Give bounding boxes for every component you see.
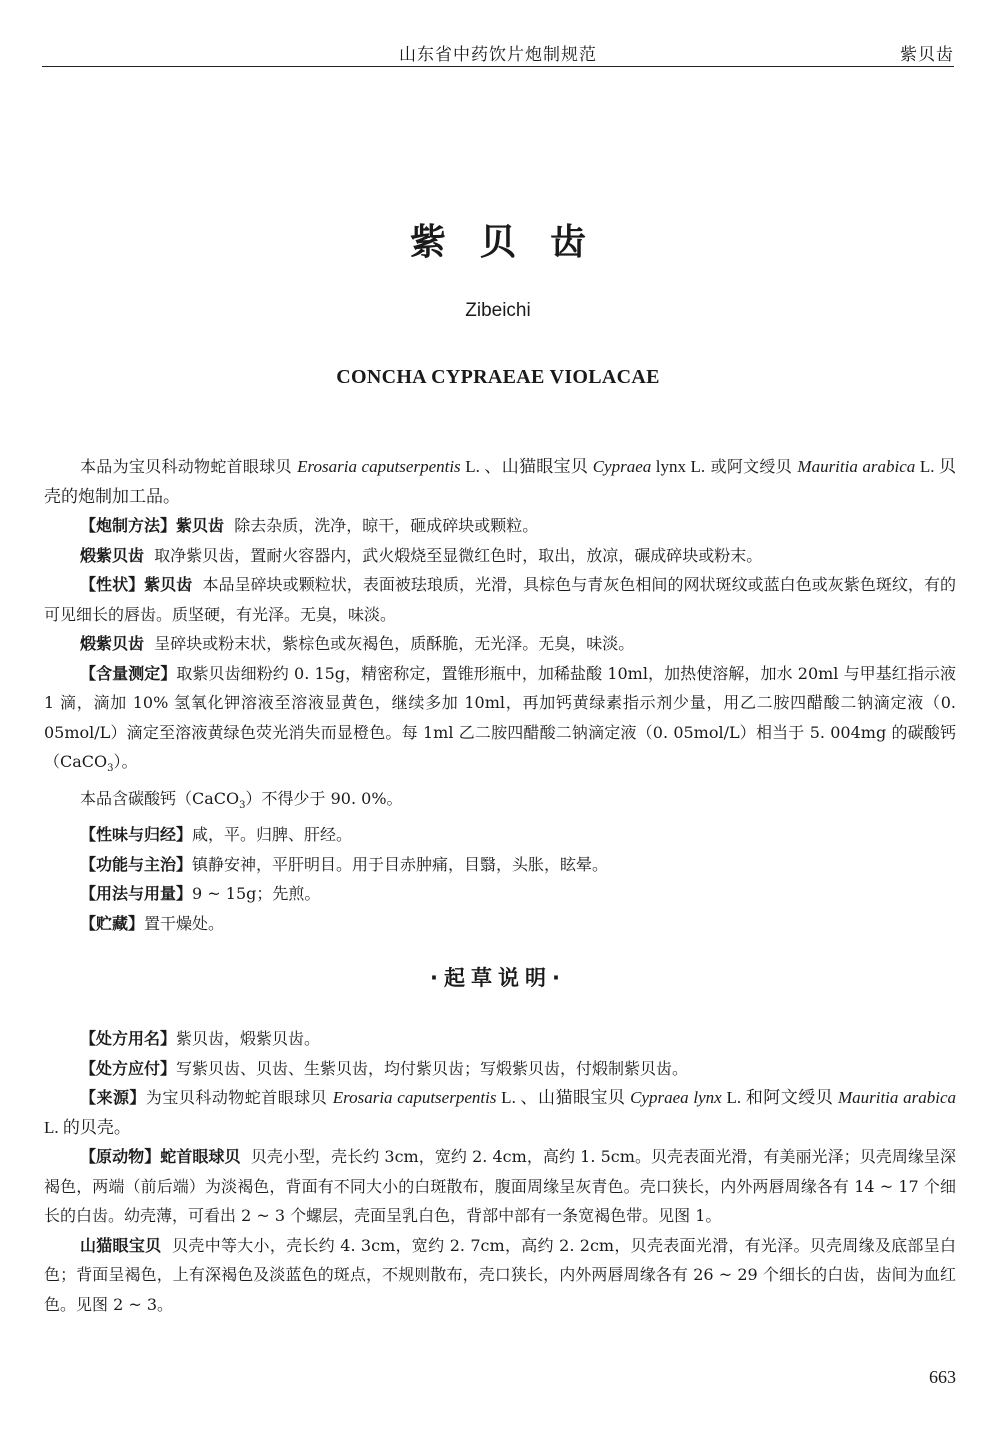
entry-pinyin: Zibeichi (465, 300, 531, 321)
section-tag: 【炮制方法】 (80, 516, 177, 535)
section-tag: 【处方用名】 (80, 1029, 177, 1048)
section-tag: 【用法与用量】 (80, 884, 193, 904)
drafting-notes-body (44, 1024, 956, 1319)
monograph-body (44, 452, 956, 938)
section-tag: 【处方应付】 (80, 1058, 177, 1078)
section-tag: 【来源】 (80, 1088, 146, 1107)
drafting-notes-heading: ·起草说明· (430, 966, 566, 990)
dispensing-paragraph: 【处方应付】写紫贝齿、贝齿、生紫贝齿，均付紫贝齿；写煅紫贝齿，付煅制紫贝齿。 (80, 1058, 689, 1078)
entry-latin-name: CONCHA CYPRAEAE VIOLACAE (336, 366, 660, 388)
character-paragraph: 【性状】紫贝齿 本品呈碎块或颗粒状，表面被珐琅质，光滑，具棕色与青灰色相间的网状斑纹或蓝白色或灰紫色斑纹，有的可见细长的唇齿。质坚硬，有光泽。无臭，味淡。 (44, 575, 956, 624)
calcined-processing-paragraph: 煅紫贝齿 取净紫贝齿，置耐火容器内，武火煅烧至显微红色时，取出，放凉，碾成碎块或粉末。 (80, 545, 763, 565)
prescription-name-paragraph: 【处方用名】紫贝齿，煅紫贝齿。 (80, 1029, 321, 1048)
running-header (42, 36, 954, 67)
intro-paragraph: 本品为宝贝科动物蛇首眼球贝 Erosaria caputserpentis L. 、山猫眼宝贝 Cypraea lynx L. 或阿文绶贝 Mauritia arabica L. 贝壳的炮制加工品。 (44, 457, 956, 506)
running-header-title: 山东省中药饮片炮制规范 (399, 45, 597, 65)
animal-paragraph-2: 山猫眼宝贝 贝壳中等大小，壳长约 4. 3cm，宽约 2. 7cm，高约 2. 2cm，贝壳表面光滑，有光泽。贝壳周缘及底部呈白色；背面呈褐色，上有深褐色及淡蓝色的斑点，不规则散布，壳口狭长，内外两唇周缘各有 26 ~ 29 个细长的白齿，齿间为血红色。见图 2 ~ 3。 (44, 1235, 956, 1314)
usage-paragraph: 【用法与用量】9 ~ 15g；先煎。 (80, 884, 321, 904)
processing-paragraph: 【炮制方法】紫贝齿 除去杂质，洗净，晾干，砸成碎块或颗粒。 (80, 516, 539, 535)
section-tag: 【性味与归经】 (80, 825, 193, 845)
storage-paragraph: 【贮藏】置干燥处。 (80, 913, 225, 933)
running-header-entry: 紫贝齿 (900, 45, 954, 65)
nature-paragraph: 【性味与归经】咸，平。归脾、肝经。 (80, 825, 353, 845)
section-tag: 【贮藏】 (80, 913, 145, 933)
section-tag: 【含量测定】 (80, 663, 177, 683)
section-tag: 【功能与主治】 (80, 854, 193, 874)
page-number: 663 (929, 1367, 956, 1387)
entry-title: 紫贝齿 (409, 222, 620, 263)
function-paragraph: 【功能与主治】镇静安神，平肝明目。用于目赤肿痛，目翳，头胀，眩晕。 (80, 854, 609, 874)
source-paragraph: 【来源】为宝贝科动物蛇首眼球贝 Erosaria caputserpentis L. 、山猫眼宝贝 Cypraea lynx L. 和阿文绶贝 Mauritia arabica L. 的贝壳。 (44, 1088, 956, 1137)
section-tag: 【性状】 (80, 575, 145, 594)
section-tag: 【原动物】 (80, 1147, 161, 1166)
assay-paragraph: 【含量测定】取紫贝齿细粉约 0. 15g，精密称定，置锥形瓶中，加稀盐酸 10ml，加热使溶解，加水 20ml 与甲基红指示液 1 滴，滴加 10% 氢氧化钾溶液至溶液显黄色，继续多加 10ml，再加钙黄绿素指示剂少量，用乙二胺四醋酸二钠滴定液（0. 05mol/L）滴定至溶液黄绿色荧光消失而显橙色。每 1ml 乙二胺四醋酸二钠滴定液（0. 05mol/L）相当于 5. 004mg 的碳酸钙（CaCO$_3$）。 (44, 663, 956, 775)
animal-paragraph-1: 【原动物】蛇首眼球贝 贝壳小型，壳长约 3cm，宽约 2. 4cm，高约 1. 5cm。贝壳表面光滑，有美丽光泽；贝壳周缘呈深褐色，两端（前后端）为淡褐色，背面有不同大小的白斑散布，腹面周缘呈灰青色。壳口狭长，内外两唇周缘各有 14 ~ 17 个细长的白齿。幼壳薄，可看出 2 ~ 3 个螺层，壳面呈乳白色，背部中部有一条宽褐色带。见图 1。 (44, 1147, 956, 1225)
calcined-character-paragraph: 煅紫贝齿 呈碎块或粉末状，紫棕色或灰褐色，质酥脆，无光泽。无臭，味淡。 (80, 634, 635, 653)
assay-limit-paragraph: 本品含碳酸钙（CaCO$_3$）不得少于 90. 0%。 (80, 788, 403, 811)
